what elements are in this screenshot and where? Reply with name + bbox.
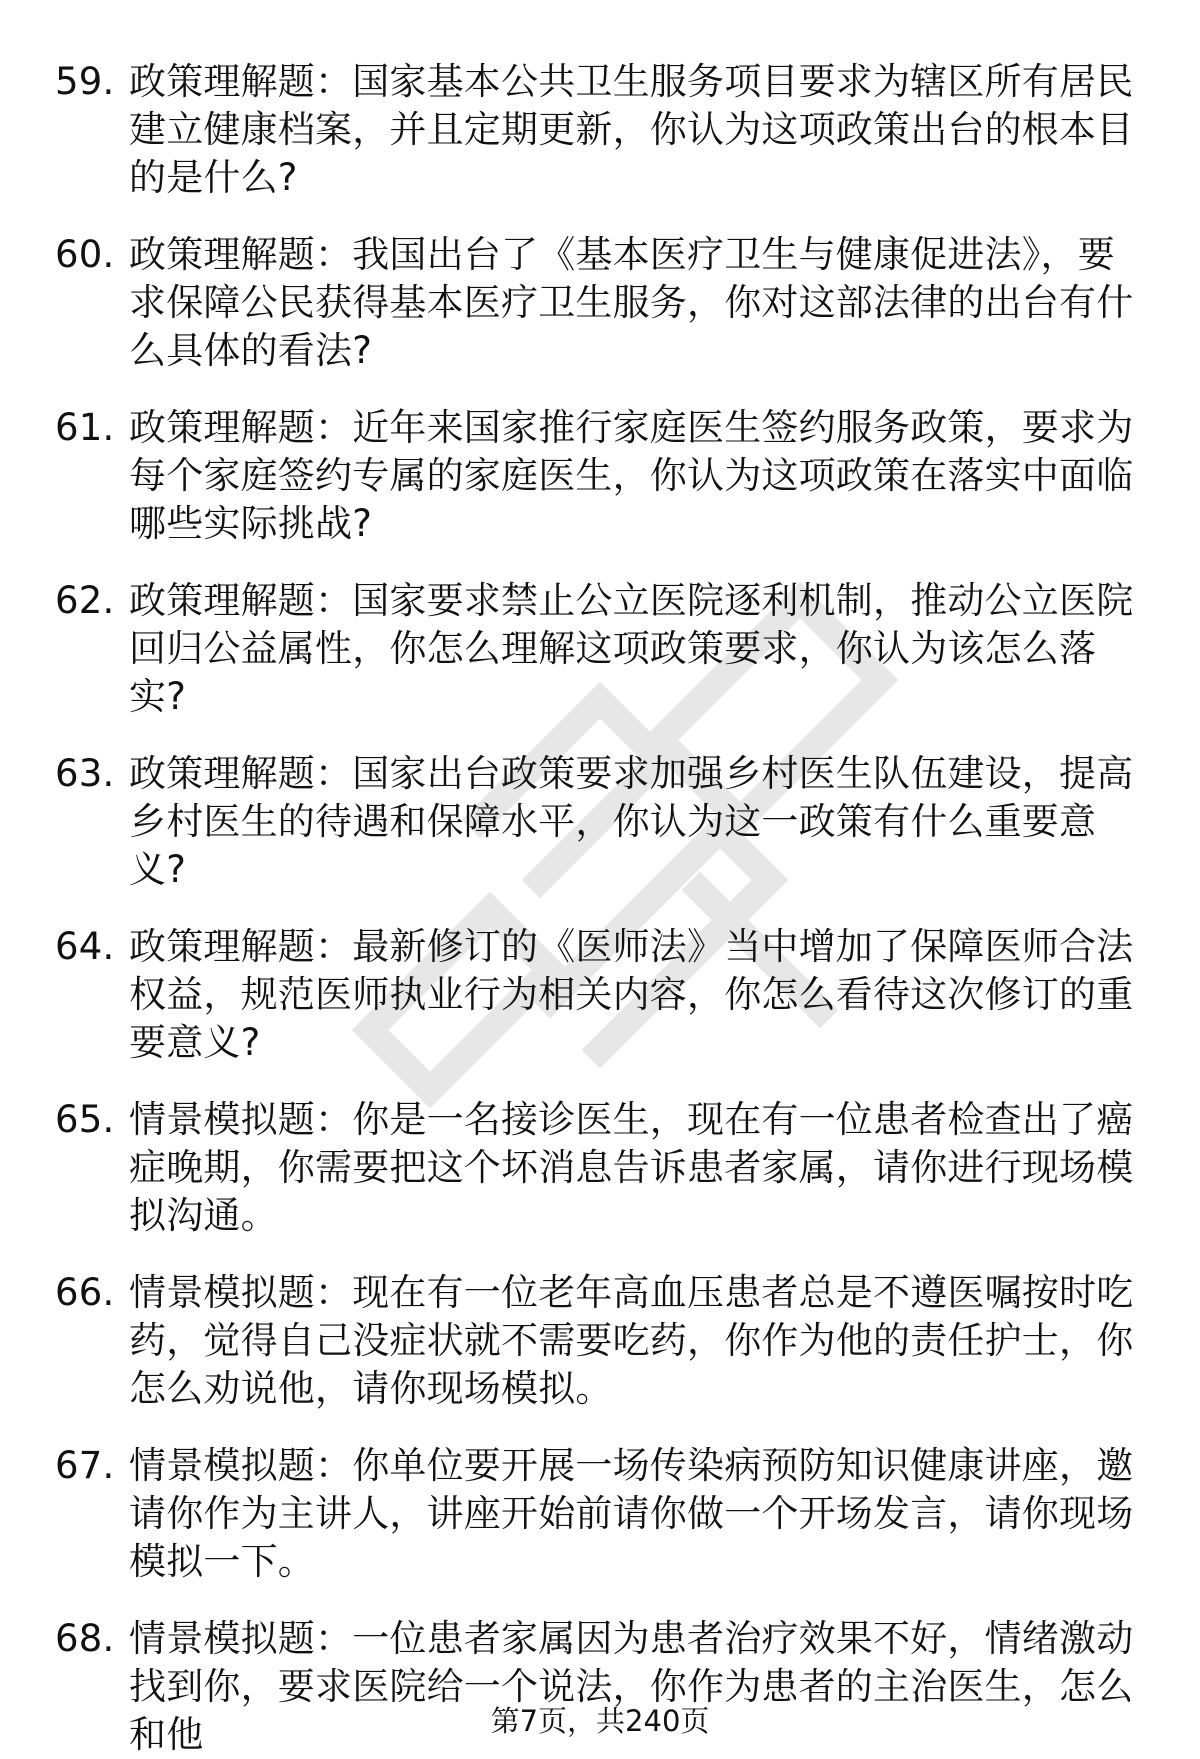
question-item <box>55 923 1145 1067</box>
question-number: 61. <box>55 406 115 449</box>
question-text: 情景模拟题：现在有一位老年高血压患者总是不遵医嘱按时吃药，觉得自己没症状就不需要吃药，你作为他的责任护士，你怎么劝说他，请你现场模拟。 <box>129 1271 1134 1410</box>
question-number: 60. <box>55 233 115 276</box>
question-text: 政策理解题：国家要求禁止公立医院逐利机制，推动公立医院回归公益属性，你怎么理解这项政策要求，你认为该怎么落实? <box>129 579 1134 718</box>
question-item <box>55 231 1145 375</box>
question-text: 情景模拟题：你单位要开展一场传染病预防知识健康讲座，邀请你作为主讲人，讲座开始前请你做一个开场发言，请你现场模拟一下。 <box>129 1444 1134 1583</box>
question-number: 66. <box>55 1271 115 1314</box>
question-item <box>55 1269 1145 1413</box>
question-list <box>55 58 1145 1759</box>
question-item <box>55 750 1145 894</box>
page-footer: 第7页，共240页 <box>490 1704 710 1738</box>
question-item <box>55 58 1145 202</box>
question-number: 63. <box>55 752 115 795</box>
question-text: 政策理解题：国家出台政策要求加强乡村医生队伍建设，提高乡村医生的待遇和保障水平，你认为这一政策有什么重要意义? <box>129 752 1134 891</box>
question-item <box>55 1096 1145 1240</box>
question-text: 政策理解题：我国出台了《基本医疗卫生与健康促进法》，要求保障公民获得基本医疗卫生服务，你对这部法律的出台有什么具体的看法? <box>129 233 1134 372</box>
question-number: 64. <box>55 925 115 968</box>
question-text: 政策理解题：最新修订的《医师法》当中增加了保障医师合法权益，规范医师执业行为相关内容，你怎么看待这次修订的重要意义? <box>129 925 1134 1064</box>
question-number: 59. <box>55 60 115 103</box>
question-item <box>55 1442 1145 1586</box>
question-text: 政策理解题：国家基本公共卫生服务项目要求为辖区所有居民建立健康档案，并且定期更新，你认为这项政策出台的根本目的是什么? <box>129 60 1134 199</box>
question-number: 62. <box>55 579 115 622</box>
question-number: 68. <box>55 1617 115 1660</box>
question-text: 情景模拟题：一位患者家属因为患者治疗效果不好，情绪激动找到你，要求医院给一个说法，你作为患者的主治医生，怎么和他 <box>129 1617 1134 1756</box>
question-item <box>55 404 1145 548</box>
question-item <box>55 577 1145 721</box>
question-text: 情景模拟题：你是一名接诊医生，现在有一位患者检查出了癌症晚期，你需要把这个坏消息告诉患者家属，请你进行现场模拟沟通。 <box>129 1098 1134 1237</box>
question-text: 政策理解题：近年来国家推行家庭医生签约服务政策，要求为每个家庭签约专属的家庭医生，你认为这项政策在落实中面临哪些实际挑战? <box>129 406 1134 545</box>
question-number: 67. <box>55 1444 115 1487</box>
question-number: 65. <box>55 1098 115 1141</box>
